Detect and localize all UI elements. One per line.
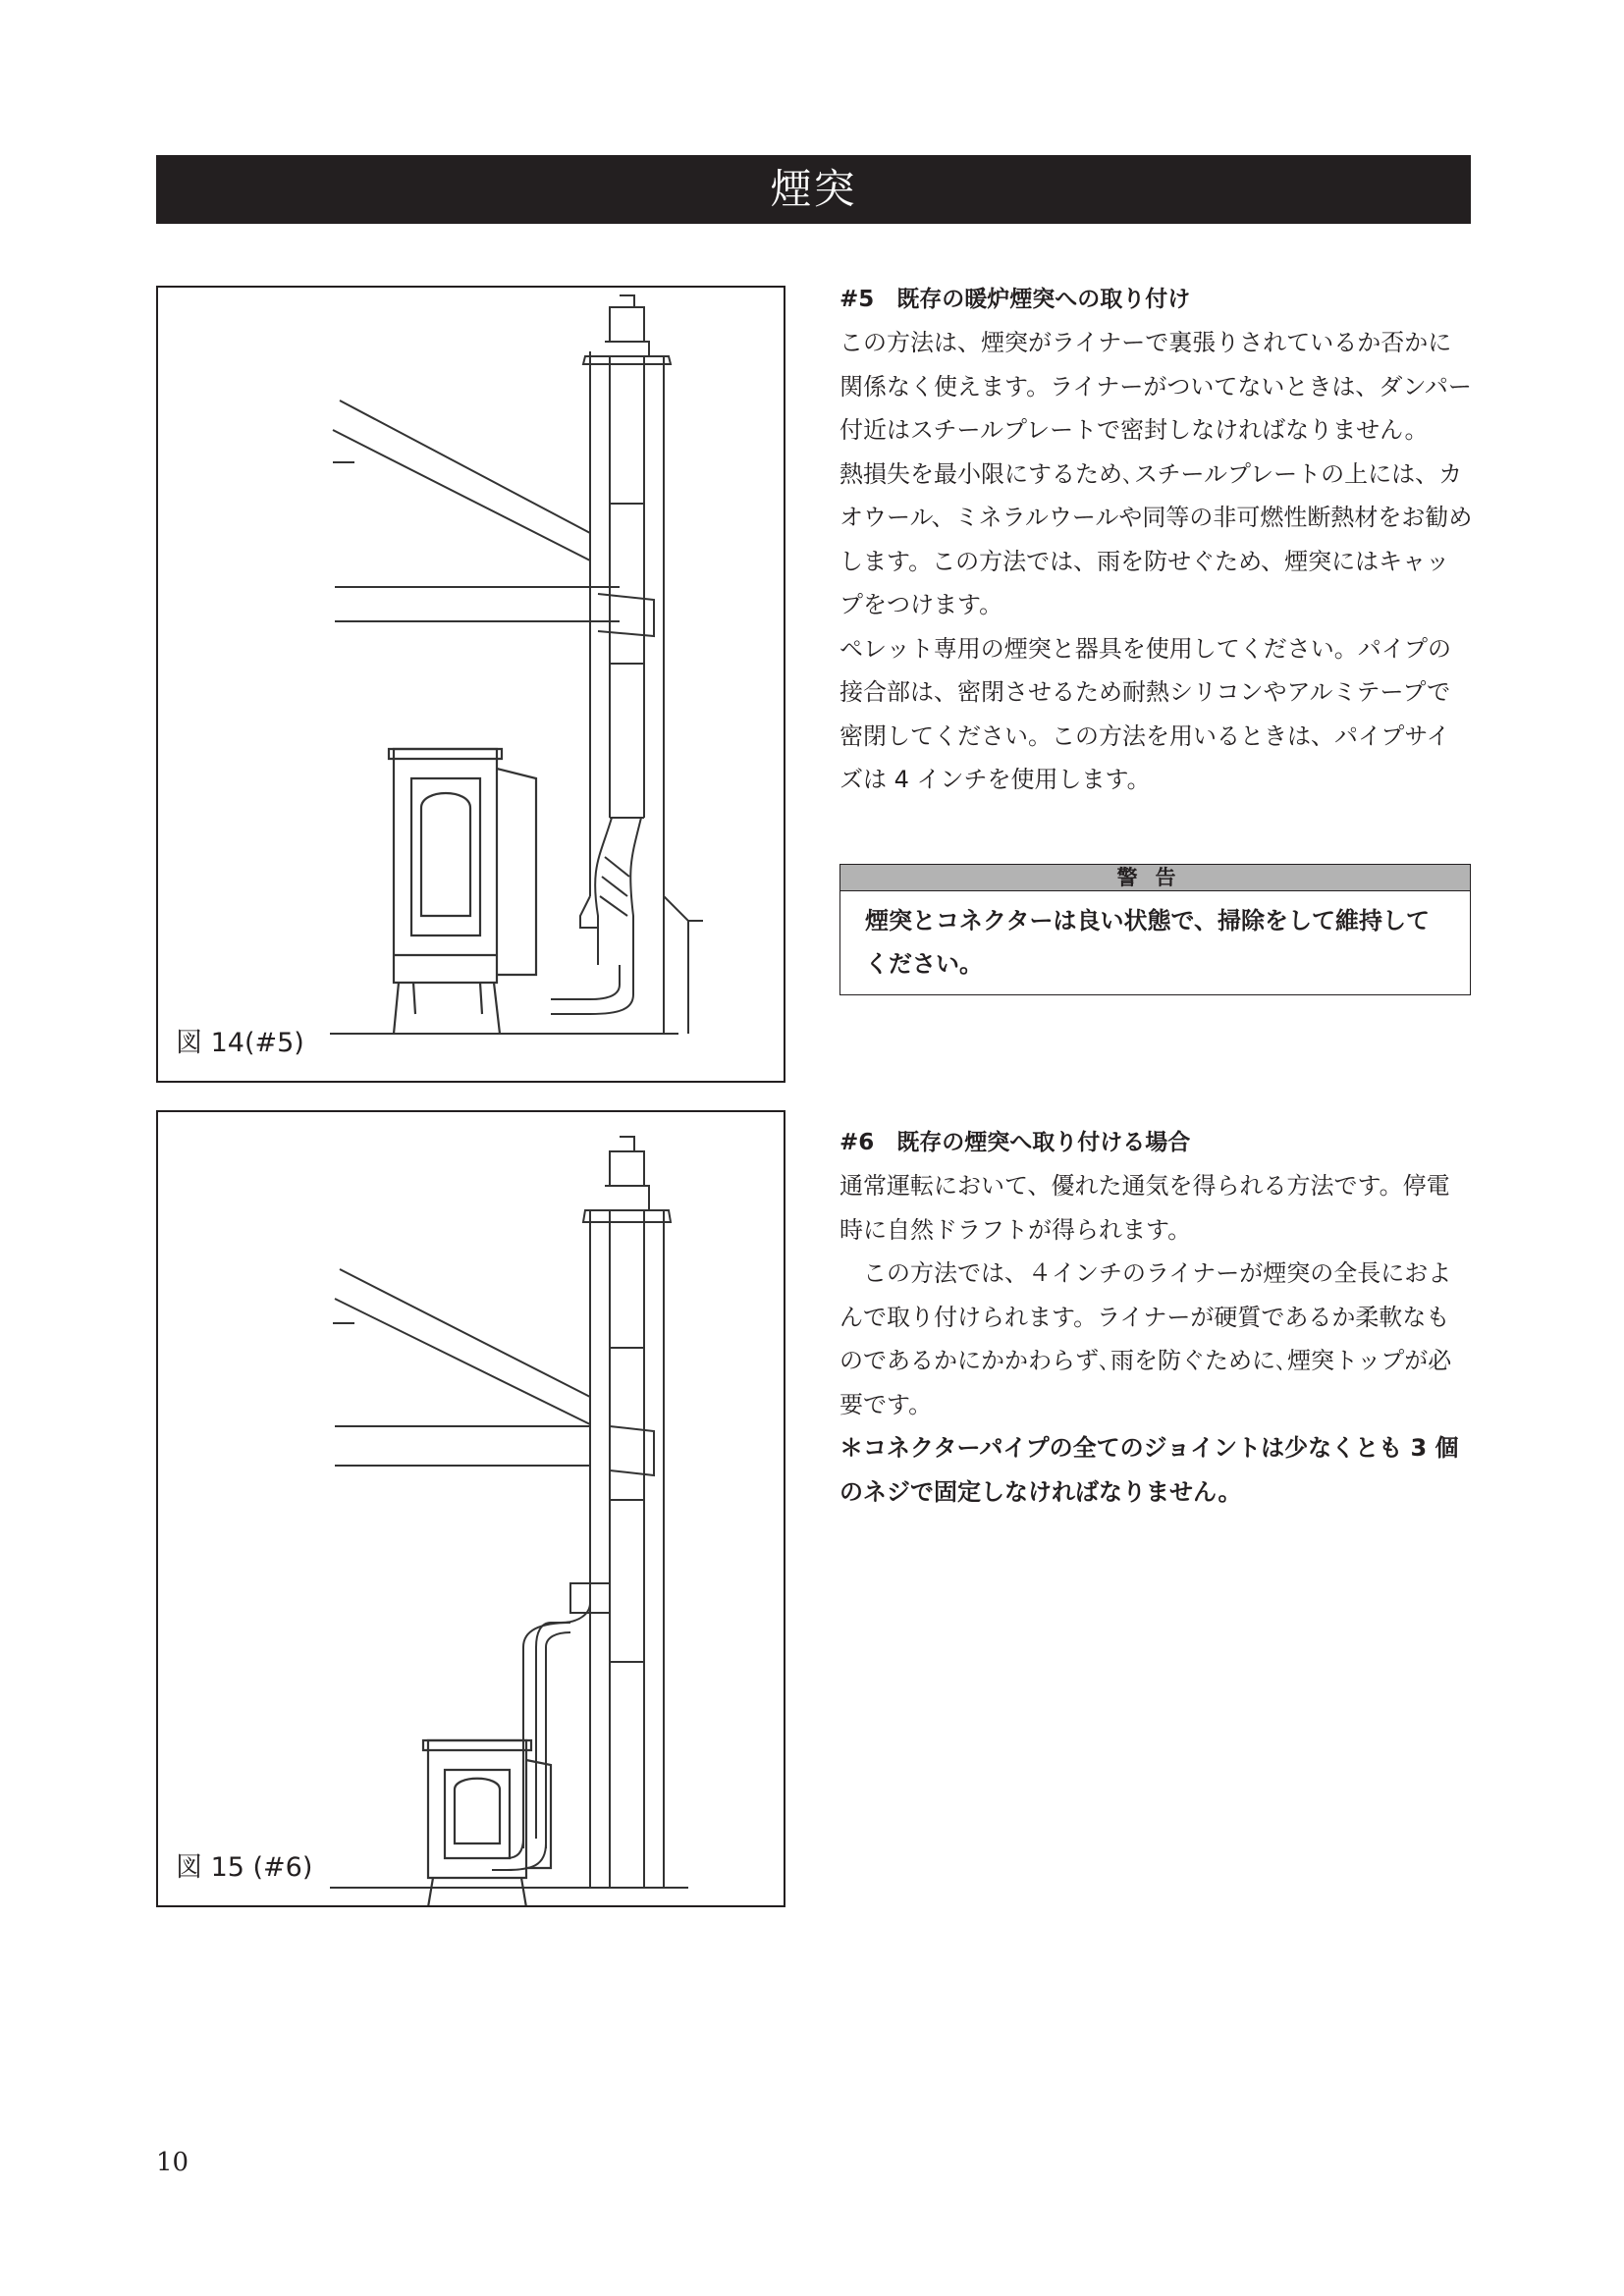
figure-14	[156, 286, 785, 1083]
section-5-paragraph-3: ペレット専用の煙突と器具を使用してください。パイプの接合部は、密閉させるため耐熱シリコンやアルミテープで密閉してください。この方法を用いるときは、パイプサイズは 4 インチを使用します。	[839, 634, 1452, 793]
section-5-paragraph-2: 熱損失を最小限にするため､スチールプレートの上には、カオウール、ミネラルウールや同等の非可燃性断熱材をお勧めします。この方法では、雨を防せぐため、煙突にはキャップをつけます。	[839, 459, 1473, 618]
section-6-note: ＊コネクターパイプの全てのジョイントは少なくとも 3 個のネジで固定しなければなりません。	[839, 1434, 1459, 1506]
figure-15	[156, 1110, 785, 1907]
warning-box	[839, 864, 1471, 995]
chimney-illustration-6	[158, 1112, 784, 1905]
figure-14-caption: 図 14(#5)	[176, 1028, 304, 1058]
section-6-heading: #6 既存の煙突へ取り付ける場合	[839, 1130, 1191, 1155]
chimney-illustration-5	[158, 288, 784, 1081]
page-number: 10	[156, 2148, 189, 2177]
section-6-paragraph-2: この方法では、４インチのライナーが煙突の全長におよんで取り付けられます。ライナーが硬質であるか柔軟なものであるかにかかわらず､雨を防ぐために､煙突トップが必要です。	[839, 1259, 1452, 1418]
section-6-paragraph-1: 通常運転において、優れた通気を得られる方法です。停電時に自然ドラフトが得られます。	[839, 1172, 1450, 1244]
page-title: 煙突	[156, 155, 1471, 224]
section-5-paragraph-1: この方法は、煙突がライナーで裏張りされているか否かに関係なく使えます。ライナーがついてないときは、ダンパー付近はスチールプレートで密封しなければなりません。	[839, 329, 1472, 444]
section-5	[839, 278, 1473, 802]
warning-title: 警告	[840, 865, 1470, 891]
figure-15-caption: 図 15 (#6)	[176, 1852, 313, 1883]
warning-text: 煙突とコネクターは良い状態で、掃除をして維持してください。	[865, 907, 1431, 978]
section-5-heading: #5 既存の暖炉煙突への取り付け	[839, 287, 1191, 312]
section-6	[839, 1121, 1473, 1514]
